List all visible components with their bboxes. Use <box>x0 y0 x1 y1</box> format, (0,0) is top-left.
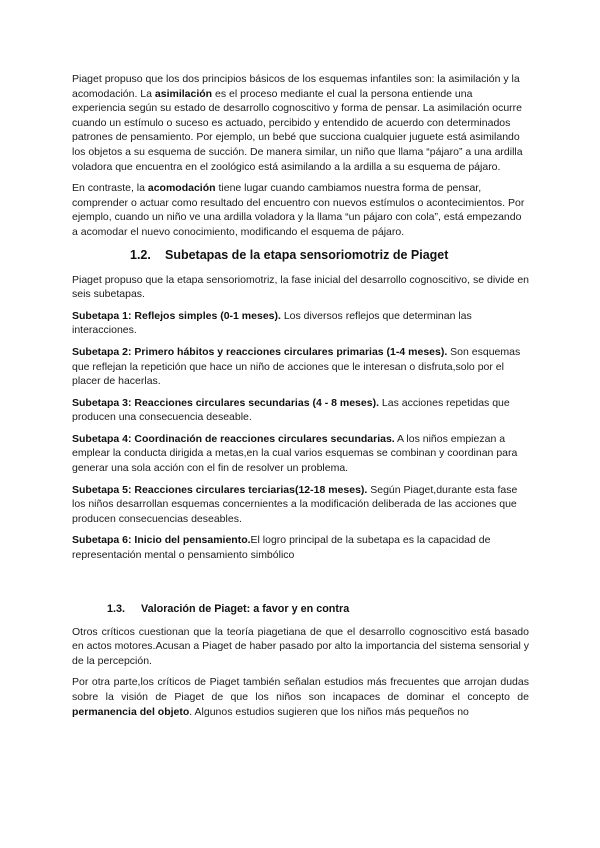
substage-title: Subetapa 1: Reflejos simples (0-1 meses). <box>72 309 281 322</box>
section-number: 1.2. <box>130 247 151 262</box>
substage-title: Subetapa 2: Primero hábitos y reacciones circulares primarias (1-4 meses). <box>72 345 448 358</box>
section-heading-1-2 <box>130 247 529 263</box>
term-acomodacion: acomodación <box>147 182 216 195</box>
section-title: Subetapas de la etapa sensoriomotriz de Piaget <box>165 247 449 262</box>
substage-6 <box>72 533 529 562</box>
paragraph-asimilacion <box>72 72 529 174</box>
paragraph-text: Piaget propuso que los dos principios básicos de los esquemas infantiles son: la asimilación y la acomodación. La <box>72 73 520 100</box>
substage-title: Subetapa 3: Reacciones circulares secundarias (4 - 8 meses). <box>72 396 379 409</box>
paragraph-permanencia <box>72 675 529 719</box>
substage-title: Subetapa 5: Reacciones circulares terciarias(12-18 meses). <box>72 483 368 496</box>
substage-text: Los diversos reflejos que determinan las interacciones. <box>72 309 472 337</box>
substage-title: Subetapa 6: Inicio del pensamiento. <box>72 534 251 547</box>
paragraph-text: En contraste, la <box>72 182 148 195</box>
term-asimilacion: asimilación <box>154 87 213 100</box>
paragraph-text: tiene lugar cuando cambiamos nuestra forma de pensar, comprender o actuar como resultado del encuentro con nuevos estímulos o acontecimientos. Por ejemplo, cuando un niño ve una ardilla voladora y la llama “un pájaro con cola”, está empezando a acomodar el nuevo conocimiento, modificando el esquema de pájaro. <box>72 182 525 238</box>
paragraph-critics: Otros críticos cuestionan que la teoría piagetiana de que el desarrollo cognoscitivo está basado en actos motores.Acusan a Piaget de haber pasado por alto la importancia del sistema sensorial y de la percepción. <box>72 625 530 667</box>
term-permanencia-del-objeto: permanencia del objeto <box>72 705 190 718</box>
substage-text: El logro principal de la subetapa es la capacidad de representación mental o pensamiento simbólico <box>72 534 491 562</box>
section-spacer <box>72 570 529 602</box>
substage-text: A los niños empiezan a emplear la conducta dirigida a metas,en la cual varios esquemas se combinan y coordinan para generar una sola acción con el fin de resolver un problema. <box>72 432 518 475</box>
paragraph-text: . Algunos estudios sugieren que los niños más pequeños no <box>189 705 469 718</box>
section-number: 1.3. <box>107 602 126 615</box>
paragraph-acomodacion <box>72 181 529 239</box>
paragraph-text: Por otra parte,los críticos de Piaget también señalan estudios más frecuentes que arrojan dudas sobre la visión de Piaget de que los niños son incapaces de dominar el concepto de <box>72 676 529 703</box>
document-body <box>72 72 529 719</box>
substage-4 <box>72 432 529 476</box>
substage-3 <box>72 396 529 425</box>
paragraph-text: es el proceso mediante el cual la persona entiende una experiencia según su estado de desarrollo cognoscitivo y forma de pensar. La asimilación ocurre cuando un estímulo o suceso es actuado, percibido y entendido de acuerdo con determinados patrones de pensamiento. Por ejemplo, un bebé que succiona cualquier juguete está asimilando los objetos a su esquema de succión. De manera similar, un niño que llama “pájaro” a una ardilla voladora que encuentra en el zoológico está asimilando a la ardilla a su esquema de pájaro. <box>72 87 523 173</box>
substage-text: Son esquemas que reflejan la repetición que hace un niño de acciones que le interesan o disfruta,solo por el placer de hacerlas. <box>72 345 521 388</box>
substage-5 <box>72 483 529 527</box>
substage-text: Según Piaget,durante esta fase los niños desarrollan esquemas concernientes a la modificación deliberada de las acciones que producen consecuencias deseables. <box>72 483 518 525</box>
section-title: Valoración de Piaget: a favor y en contra <box>141 602 350 615</box>
paragraph-intro: Piaget propuso que la etapa sensoriomotriz, la fase inicial del desarrollo cognoscitivo, se divide en seis subetapas. <box>72 273 530 301</box>
section-heading-1-3 <box>107 602 529 616</box>
substage-title: Subetapa 4: Coordinación de reacciones circulares secundarias. <box>72 432 395 445</box>
substage-text: Las acciones repetidas que producen una consecuencia deseable. <box>72 396 510 424</box>
substage-2 <box>72 345 529 389</box>
substage-1 <box>72 309 529 338</box>
